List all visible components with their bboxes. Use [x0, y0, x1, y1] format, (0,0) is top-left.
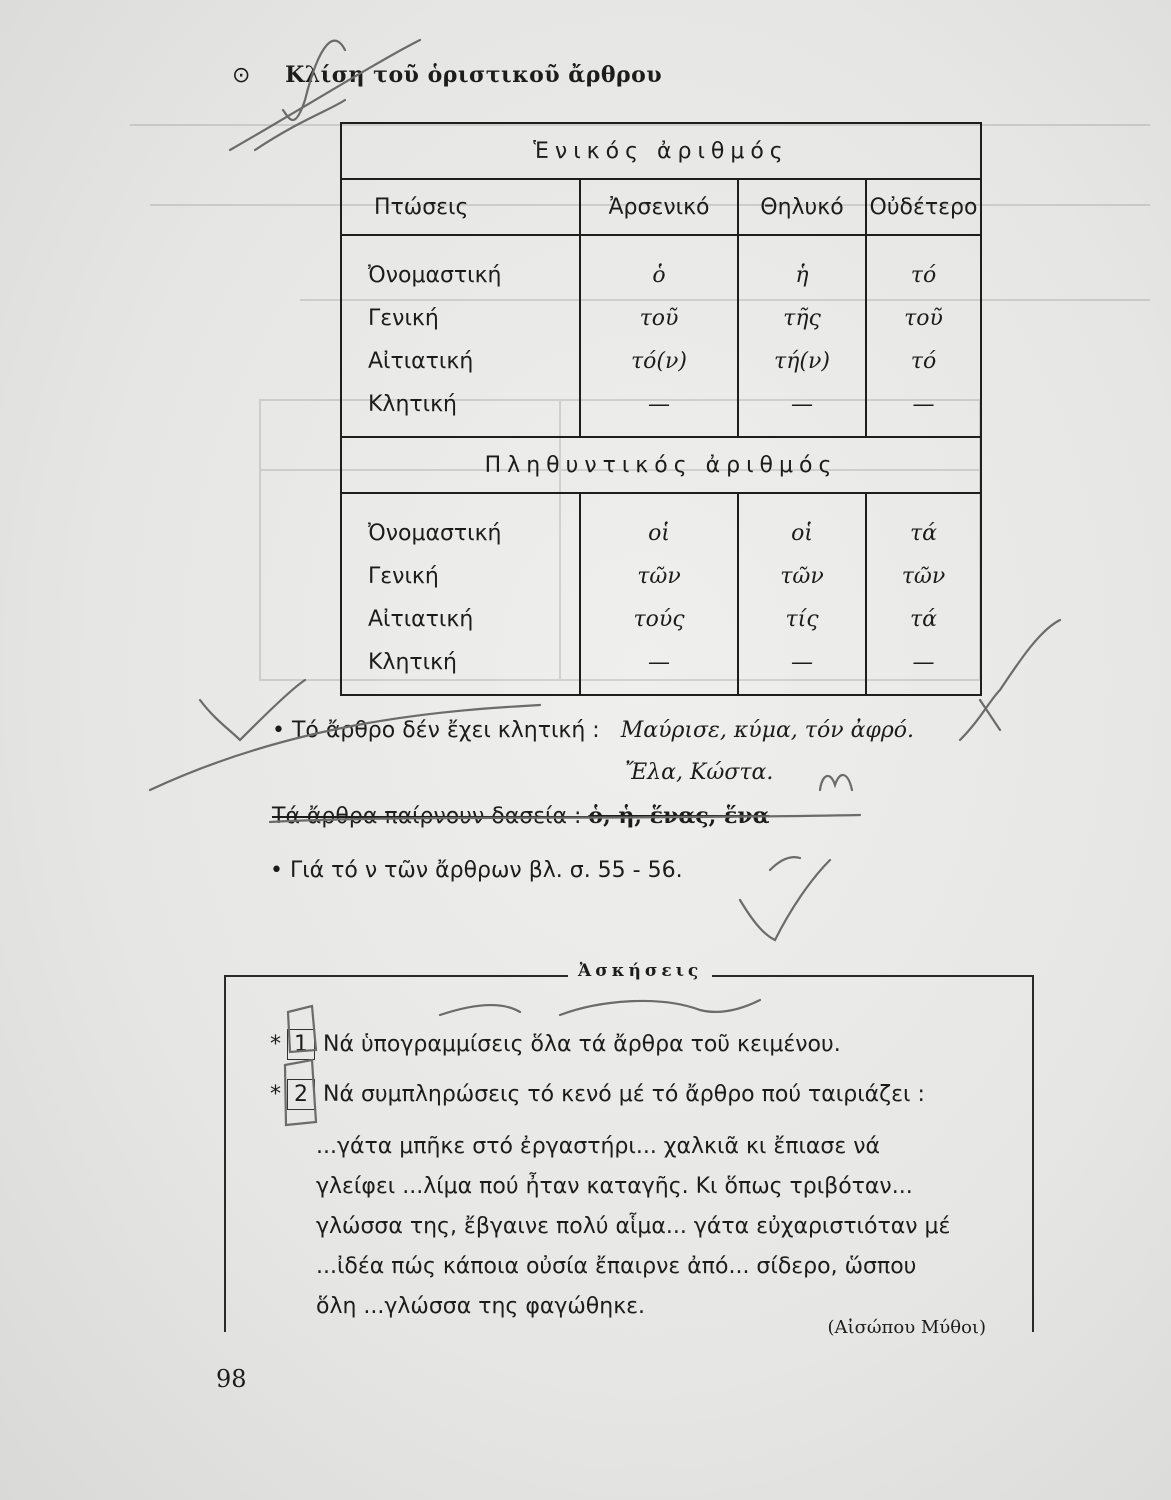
circled-dot-icon: ⊙	[232, 63, 251, 88]
plural-title: Πληθυντικός ἀριθμός	[341, 437, 981, 493]
plural-masculine: οἱ τῶν τούς —	[580, 493, 738, 695]
plural-neuter: τά τῶν τά —	[866, 493, 981, 695]
exercise-number: 1	[287, 1029, 315, 1060]
col-header-feminine: Θηλυκό	[738, 179, 866, 235]
note-no-vocative-example-2: Ἔλα, Κώστα.	[625, 760, 774, 785]
col-header-neuter: Οὐδέτερο	[866, 179, 981, 235]
exercise-passage: ...γάτα μπῆκε στό ἐργαστήρι... χαλκιᾶ κι ἔπιασε νά γλείφει ...λίμα πού ἦταν καταγῆς. Κι ὅπως τριβόταν... γλώσσα της, ἔβγαινε πολύ αἷμα... γάτα εὐχαριστιόταν μέ ...ἰδέα πώς κάποια οὐσία ἔπαιρνε ἀπό... σίδερο, ὥσπου ὅλη ...γλώσσα της φαγώθηκε.	[316, 1134, 951, 1319]
singular-feminine: ἡ τῆς τή(ν) —	[738, 235, 866, 437]
exercise-number: 2	[287, 1079, 315, 1110]
exercises-box	[224, 961, 1034, 1338]
asterisk-icon: *	[270, 1082, 281, 1107]
note-final-nu: • Γιά τό ν τῶν ἄρθρων βλ. σ. 55 - 56.	[270, 858, 683, 883]
note-no-vocative: • Τό ἄρθρο δέν ἔχει κλητική : Μαύρισε, κύμα, τόν ἀφρό.	[272, 718, 915, 743]
declension-table	[340, 122, 982, 690]
page-number: 98	[216, 1365, 247, 1393]
asterisk-icon: *	[270, 1032, 281, 1057]
note-rough-breathing: Τά ἄρθρα παίρνουν δασεία : ὁ, ἡ, ἕνας, ἕνα	[272, 803, 770, 829]
singular-title: Ἑνικός ἀριθμός	[341, 123, 981, 179]
exercise-instruction: Νά συμπληρώσεις τό κενό μέ τό ἄρθρο πού ταιριάζει :	[323, 1082, 925, 1107]
singular-case-names: Ὀνομαστική Γενική Αἰτιατική Κλητική	[341, 235, 580, 437]
col-header-cases: Πτώσεις	[341, 179, 580, 235]
section-heading: ⊙ Κλίση τοῦ ὁριστικοῦ ἄρθρου	[232, 62, 663, 88]
plural-feminine: οἱ τῶν τίς —	[738, 493, 866, 695]
exercise-instruction: Νά ὑπογραμμίσεις ὅλα τά ἄρθρα τοῦ κειμένου.	[323, 1032, 841, 1057]
passage-source: (Αἰσώπου Μύθοι)	[827, 1317, 986, 1338]
plural-case-names: Ὀνομαστική Γενική Αἰτιατική Κλητική	[341, 493, 580, 695]
col-header-masculine: Ἀρσενικό	[580, 179, 738, 235]
exercise-2	[270, 1079, 925, 1110]
singular-neuter: τό τοῦ τό —	[866, 235, 981, 437]
exercise-1	[270, 1029, 841, 1060]
singular-masculine: ὁ τοῦ τό(ν) —	[580, 235, 738, 437]
exercises-title: Ἀσκήσεις	[568, 961, 712, 981]
